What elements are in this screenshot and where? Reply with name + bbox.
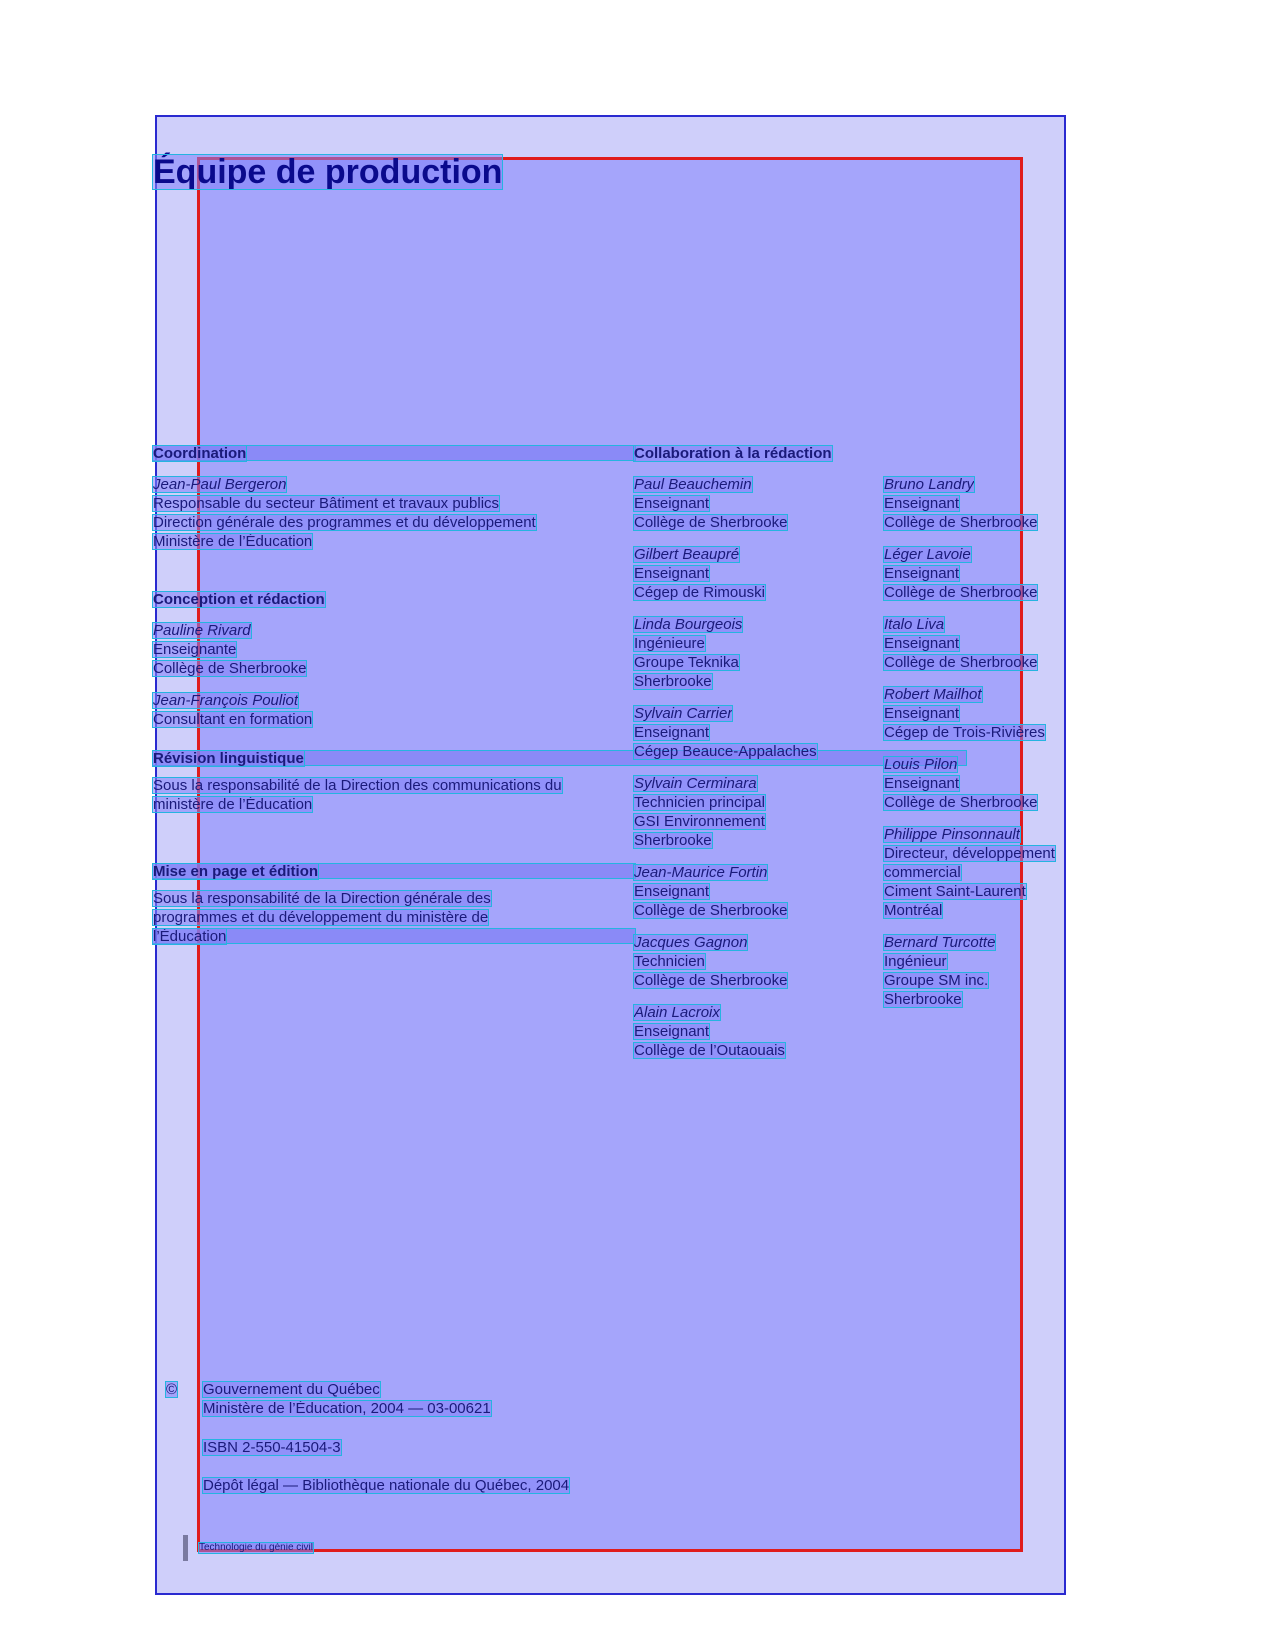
collab-line: Enseignant: [884, 775, 960, 792]
collab-name: Léger Lavoie: [884, 546, 971, 563]
collab-name: Italo Liva: [884, 616, 945, 633]
collab-line: Enseignant: [884, 705, 960, 722]
collab-line: Directeur, développement: [884, 845, 1055, 862]
conception-heading: Conception et rédaction: [153, 591, 325, 608]
collab-line: Enseignant: [634, 495, 710, 512]
collab-line: Groupe SM inc.: [884, 972, 989, 989]
coordination-line: Direction générale des programmes et du développement: [153, 514, 536, 531]
collab-line: Montréal: [884, 902, 943, 919]
collab-name: Jacques Gagnon: [634, 934, 748, 951]
conception-line: Enseignante: [153, 641, 237, 658]
collab-line: Enseignant: [634, 724, 710, 741]
collab-line: Ingénieure: [634, 635, 705, 652]
collab-line: Enseignant: [634, 565, 710, 582]
revision-heading: Révision linguistique: [153, 750, 304, 767]
collab-name: Gilbert Beaupré: [634, 546, 740, 563]
collab-line: Collège de Sherbrooke: [634, 514, 788, 531]
collab-line: Sherbrooke: [884, 991, 962, 1008]
coordination-name: Jean-Paul Bergeron: [153, 476, 287, 493]
collab-line: Groupe Teknika: [634, 654, 739, 671]
conception-line: Collège de Sherbrooke: [153, 660, 307, 677]
collab-line: Ingénieur: [884, 953, 947, 970]
collab-line: Collège de Sherbrooke: [884, 654, 1038, 671]
collab-name: Bernard Turcotte: [884, 934, 996, 951]
copyright-line: Ministère de l’Éducation, 2004 — 03-00621: [203, 1400, 491, 1417]
collaboration-heading: Collaboration à la rédaction: [634, 445, 832, 462]
collab-line: Collège de Sherbrooke: [884, 514, 1038, 531]
page-title: Équipe de production: [153, 153, 503, 191]
revision-line: Sous la responsabilité de la Direction des communications du: [153, 777, 562, 794]
conception-name: Jean-François Pouliot: [153, 692, 299, 709]
collab-line: GSI Environnement: [634, 813, 765, 830]
footer-bar: [183, 1535, 188, 1561]
collab-line: Enseignant: [884, 635, 960, 652]
depot-legal: Dépôt légal — Bibliothèque nationale du Québec, 2004: [203, 1477, 570, 1494]
coordination-line: Responsable du secteur Bâtiment et travaux publics: [153, 495, 500, 512]
isbn: ISBN 2-550-41504-3: [203, 1439, 341, 1456]
collab-line: Collège de Sherbrooke: [634, 902, 788, 919]
footer-text: Technologie du génie civil: [199, 1542, 313, 1553]
copyright-line: Gouvernement du Québec: [203, 1381, 380, 1398]
collab-line: Collège de Sherbrooke: [884, 584, 1038, 601]
coordination-heading: Coordination: [153, 445, 247, 462]
collab-line: Sherbrooke: [634, 673, 712, 690]
collab-name: Paul Beauchemin: [634, 476, 752, 493]
collab-line: Collège de Sherbrooke: [884, 794, 1038, 811]
collab-name: Sylvain Carrier: [634, 705, 733, 722]
collab-name: Bruno Landry: [884, 476, 975, 493]
collab-name: Jean-Maurice Fortin: [634, 864, 768, 881]
collab-line: Collège de l’Outaouais: [634, 1042, 785, 1059]
mise-en-page-line: Sous la responsabilité de la Direction générale des: [153, 890, 491, 907]
collab-line: Enseignant: [634, 1023, 710, 1040]
collab-line: Technicien: [634, 953, 705, 970]
mise-en-page-line: l’Éducation: [153, 928, 227, 945]
revision-line: ministère de l’Éducation: [153, 796, 313, 813]
collab-line: Cégep de Trois-Rivières: [884, 724, 1045, 741]
collab-line: Enseignant: [634, 883, 710, 900]
collab-name: Robert Mailhot: [884, 686, 982, 703]
conception-name: Pauline Rivard: [153, 622, 251, 639]
collab-line: commercial: [884, 864, 961, 881]
copyright-symbol: ©: [166, 1381, 178, 1398]
collab-line: Collège de Sherbrooke: [634, 972, 788, 989]
collab-name: Alain Lacroix: [634, 1004, 720, 1021]
mise-en-page-line: programmes et du développement du ministère de: [153, 909, 489, 926]
collab-name: Sylvain Cerminara: [634, 775, 757, 792]
collab-name: Louis Pilon: [884, 756, 958, 773]
collab-name: Linda Bourgeois: [634, 616, 743, 633]
conception-line: Consultant en formation: [153, 711, 313, 728]
collab-line: Cégep Beauce-Appalaches: [634, 743, 817, 760]
mise-en-page-heading: Mise en page et édition: [153, 863, 319, 880]
collab-line: Enseignant: [884, 495, 960, 512]
collab-line: Ciment Saint-Laurent: [884, 883, 1026, 900]
collab-name: Philippe Pinsonnault: [884, 826, 1020, 843]
collab-line: Technicien principal: [634, 794, 765, 811]
collab-line: Sherbrooke: [634, 832, 712, 849]
coordination-line: Ministère de l’Éducation: [153, 533, 313, 550]
collab-line: Cégep de Rimouski: [634, 584, 765, 601]
collab-line: Enseignant: [884, 565, 960, 582]
